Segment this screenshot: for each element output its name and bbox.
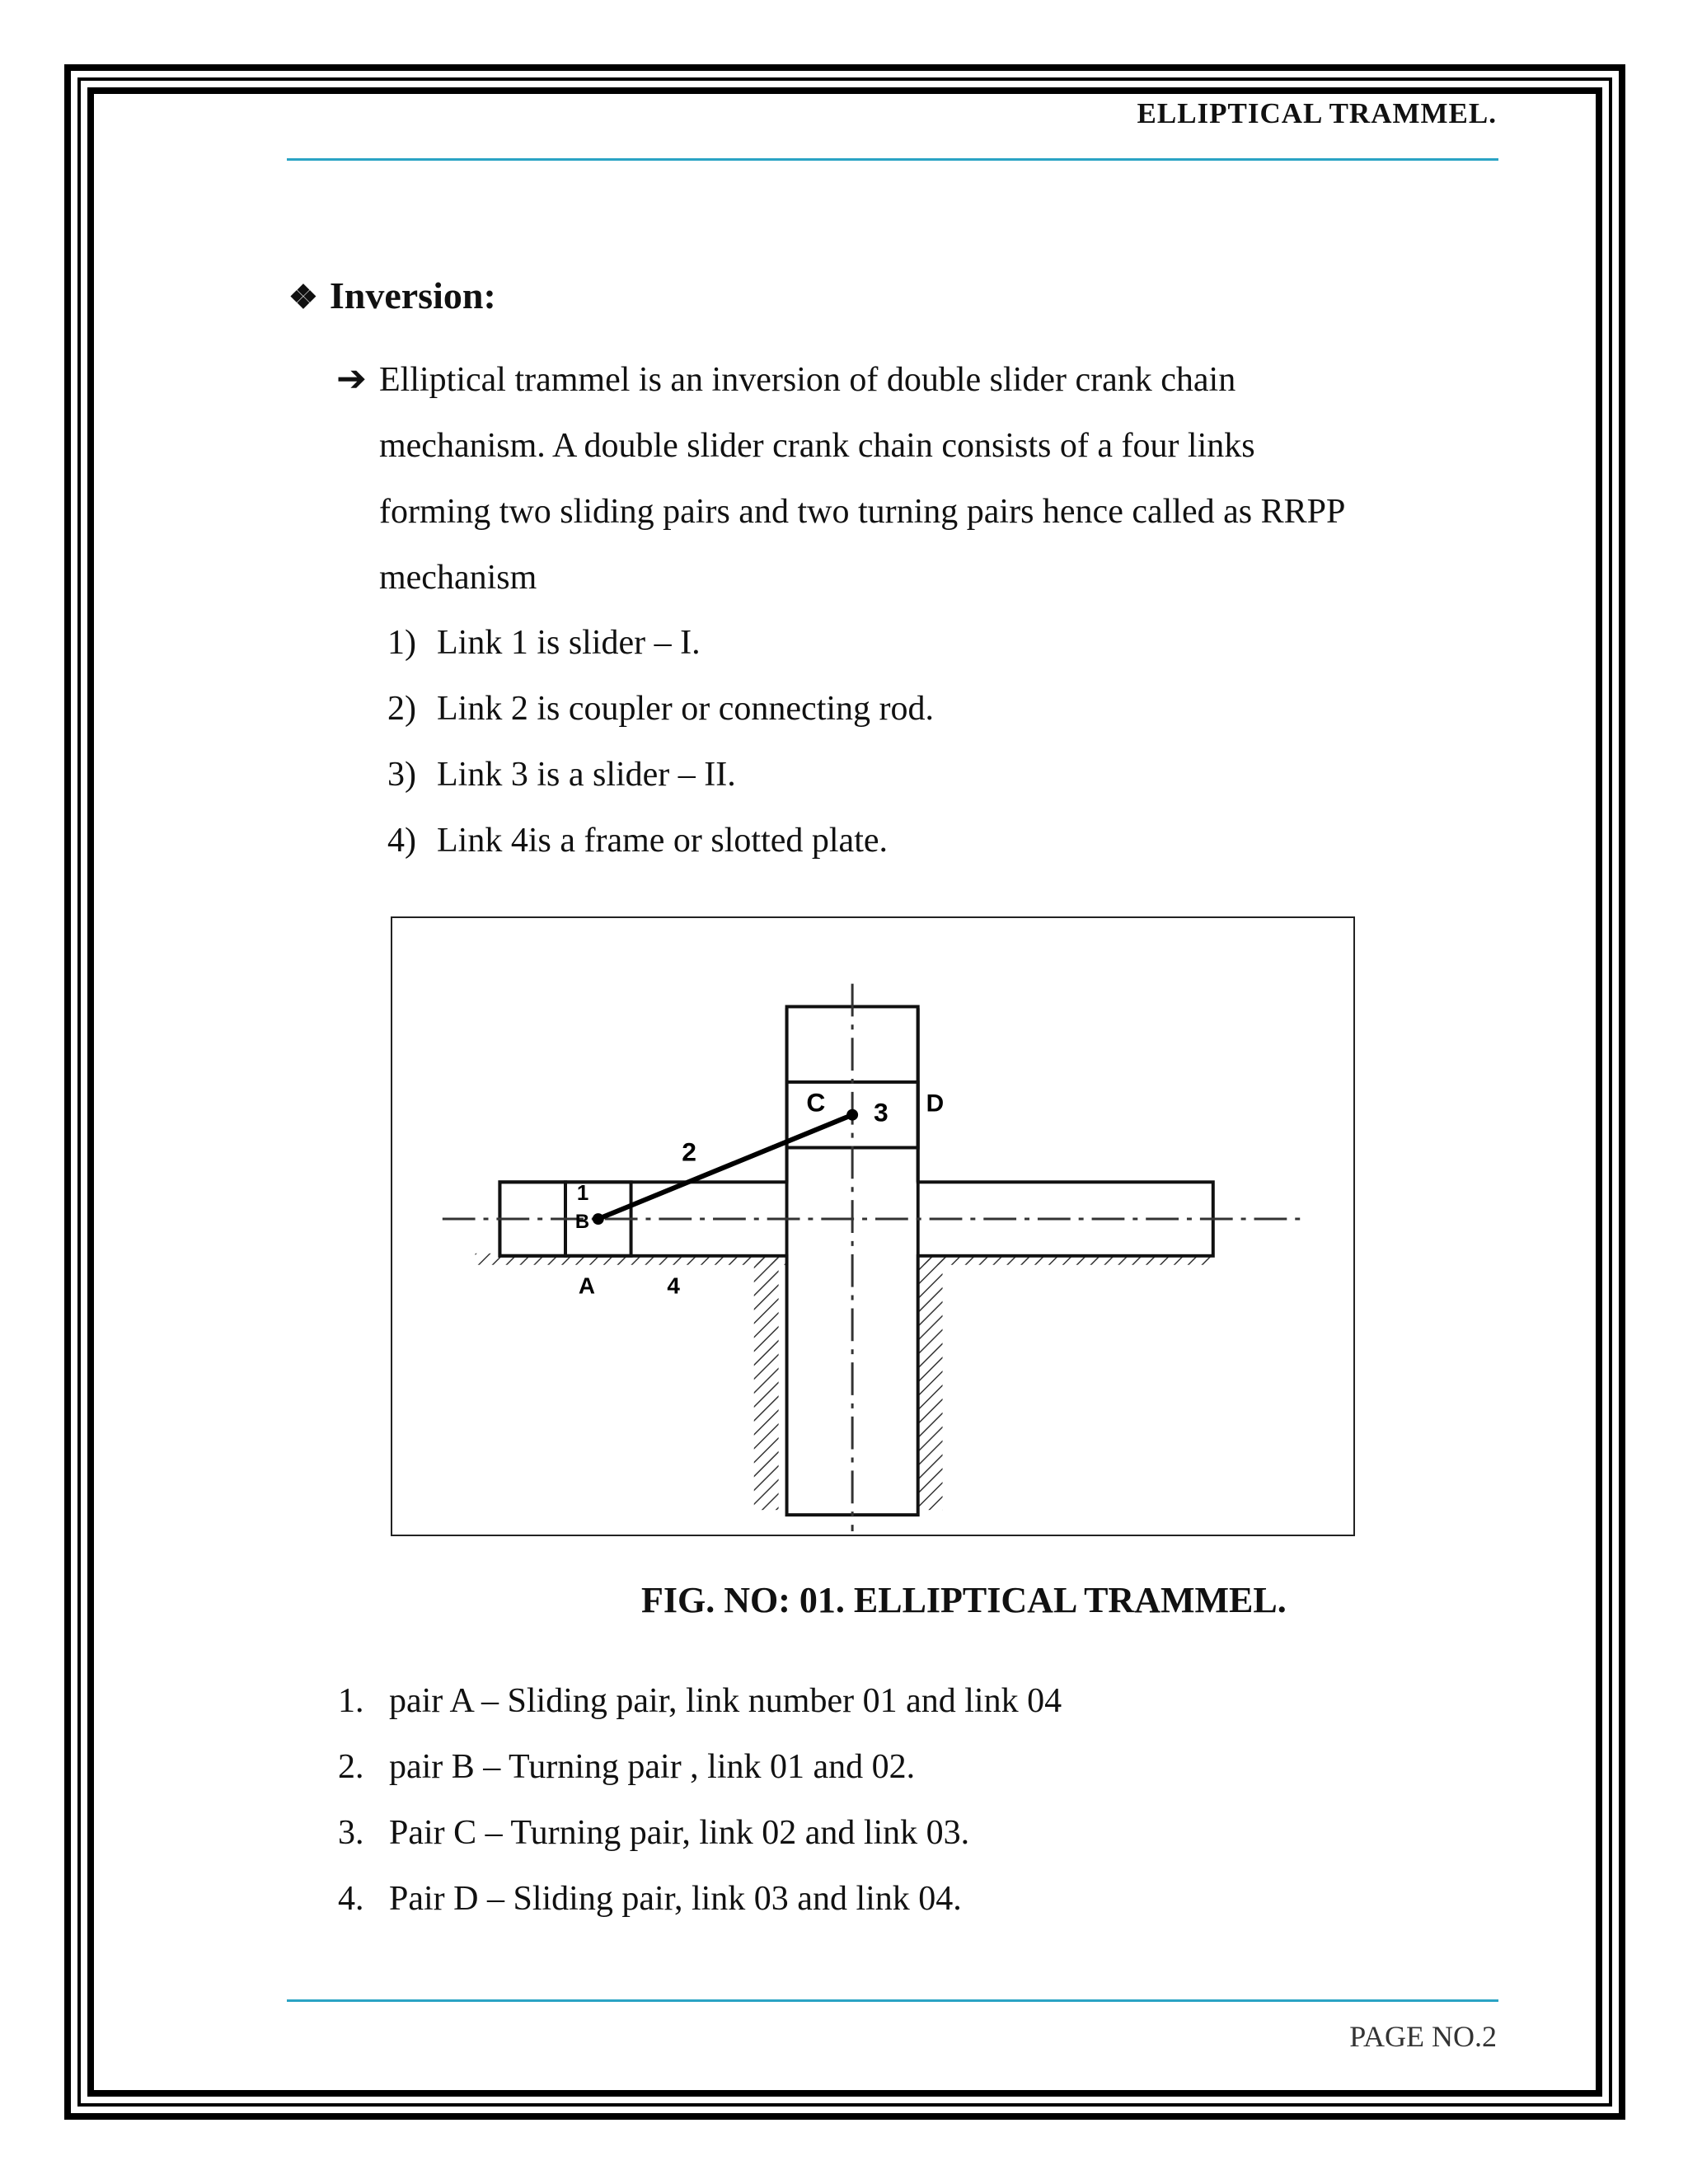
label-pair-a: A [578, 1272, 596, 1299]
label-pair-d: D [926, 1090, 945, 1118]
inversion-paragraph [336, 346, 1490, 611]
section-heading [288, 274, 496, 317]
footer-rule [287, 1999, 1498, 2002]
header-title: ELLIPTICAL TRAMMEL. [1137, 97, 1497, 129]
label-pair-b: B [574, 1210, 590, 1233]
page-number: PAGE NO.2 [1349, 2020, 1497, 2053]
section-heading-text: Inversion: [329, 274, 496, 316]
list-item: 1. pair A – Sliding pair, link number 01 and link 04 [338, 1682, 1062, 1720]
label-link-2: 2 [682, 1137, 696, 1167]
list-item: 3. Pair C – Turning pair, link 02 and link 03. [338, 1814, 970, 1852]
list-item: 3) Link 3 is a slider – II. [387, 756, 736, 794]
pairs-list [338, 1668, 1062, 1932]
paragraph-line: ➔ Elliptical trammel is an inversion of double slider crank chain [336, 346, 1490, 413]
label-link-3: 3 [873, 1097, 889, 1127]
list-item: 2. pair B – Turning pair , link 01 and 02. [338, 1748, 916, 1786]
list-item: 2) Link 2 is coupler or connecting rod. [387, 690, 935, 728]
ground-hatch [918, 1254, 943, 1510]
pivot-b [593, 1213, 604, 1225]
diamond-bullet-icon: ❖ [288, 279, 318, 316]
paragraph-line: mechanism. A double slider crank chain consists of a four links [379, 427, 1255, 465]
header-rule [287, 158, 1498, 161]
elliptical-trammel-figure [391, 916, 1355, 1536]
list-item: 4. Pair D – Sliding pair, link 03 and link 04. [338, 1880, 962, 1918]
list-item: 4) Link 4is a frame or slotted plate. [387, 822, 889, 860]
label-link-4: 4 [667, 1272, 680, 1299]
ground-hatch [754, 1254, 779, 1510]
figure-caption: FIG. NO: 01. ELLIPTICAL TRAMMEL. [641, 1580, 1287, 1620]
label-link-1: 1 [576, 1182, 589, 1206]
pivot-c [846, 1109, 858, 1121]
links-list [387, 610, 934, 874]
paragraph-line: forming two sliding pairs and two turning pairs hence called as RRPP [379, 493, 1346, 531]
list-item: 1) Link 1 is slider – I. [387, 624, 701, 662]
paragraph-line: mechanism [379, 559, 537, 597]
trammel-diagram [392, 918, 1353, 1535]
label-pair-c: C [806, 1087, 826, 1118]
right-arrow-icon: ➔ [336, 359, 367, 399]
